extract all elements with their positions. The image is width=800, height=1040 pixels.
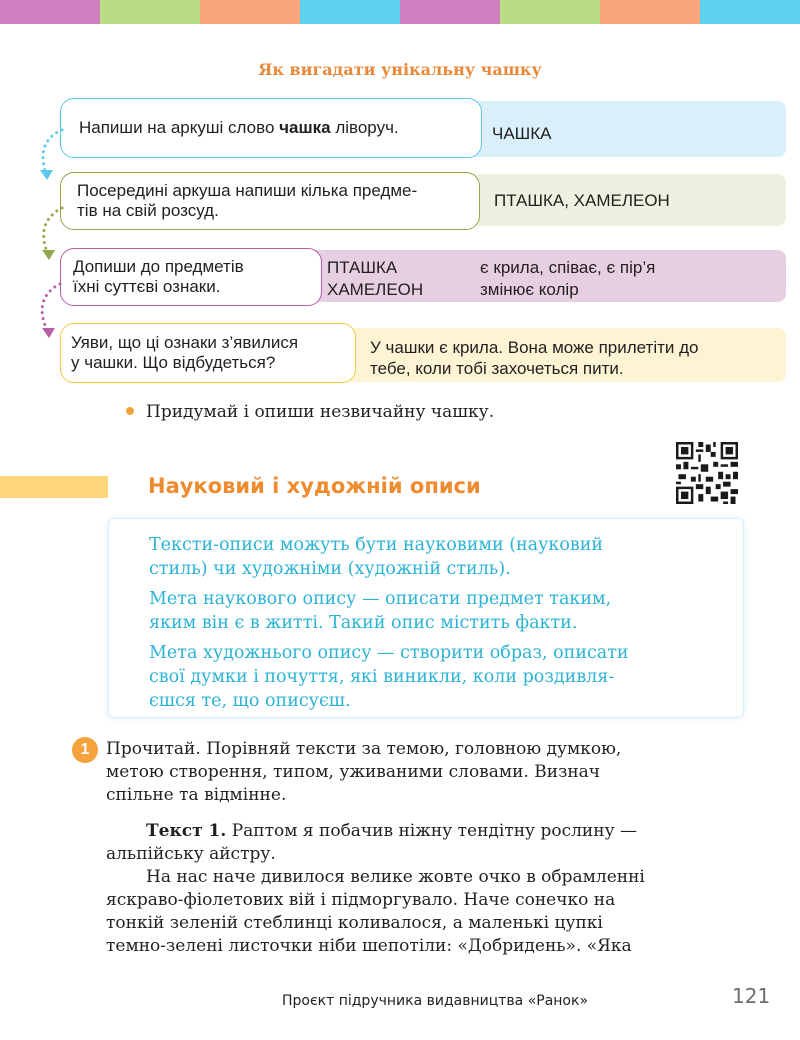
text-line: Раптом я побачив ніжну тендітну рослину — [226, 821, 637, 841]
flow-arrow-icon [36, 282, 72, 342]
rule-line: Мета художнього опису — створити образ, описати [149, 643, 629, 663]
top-bar-segment [700, 0, 800, 24]
top-bar-segment [500, 0, 600, 24]
step-1-question-text-end: ліворуч. [330, 118, 399, 137]
step-4-answer-line: тебе, коли тобі захочеться пити. [370, 359, 624, 378]
step-1-question-text: Напиши на аркуші слово [79, 118, 280, 137]
step-2-question [60, 172, 480, 230]
page-number: 121 [732, 984, 771, 1008]
rule-paragraph [149, 587, 713, 635]
step-4-question [60, 323, 356, 383]
step-3-item: ХАМЕЛЕОН [327, 280, 424, 299]
task-line: метою створення, типом, уживаними словами. Визнач [106, 762, 601, 782]
task-line: спільне та відмінне. [106, 785, 287, 805]
step-2-answer: ПТАШКА, ХАМЕЛЕОН [494, 191, 670, 210]
step-3-traits: є крила, співає, є пір’я [480, 258, 656, 277]
text-1-paragraph-2 [106, 866, 720, 958]
rule-line: Мета наукового опису — описати предмет таким, [149, 589, 612, 609]
text-line: яскраво-фіолетових вій і підморгувало. Наче сонечко на [106, 890, 616, 910]
step-4-question-line: у чашки. Що відбудеться? [71, 353, 276, 372]
top-bar-segment [400, 0, 500, 24]
step-3-traits: змінює колір [480, 280, 579, 299]
rule-paragraph [149, 641, 713, 713]
text-line: темно-зелені листочки ніби шепотіли: «Добридень». «Яка [106, 936, 632, 956]
step-3-question-line: Допиши до предметів [73, 257, 244, 276]
step-1-keyword: чашка [279, 118, 331, 137]
rule-line: свої думки і почуття, які виникли, коли роздивля- [149, 667, 615, 687]
task-line: Прочитай. Порівняй тексти за темою, головною думкою, [106, 739, 622, 759]
section-title: Як вигадати унікальну чашку [258, 60, 542, 79]
text-line: альпійську айстру. [106, 844, 276, 864]
top-bar-segment [600, 0, 700, 24]
top-bar-segment [0, 0, 100, 24]
top-bar-segment [200, 0, 300, 24]
text-line: На нас наче дивилося велике жовте очко в обрамленні [146, 867, 645, 887]
step-3-item: ПТАШКА [327, 258, 398, 277]
top-bar-segment [100, 0, 200, 24]
rule-line: яким він є в житті. Такий опис містить факти. [149, 613, 578, 633]
section-marker [0, 476, 108, 498]
top-color-bar [0, 0, 800, 24]
rule-line: Тексти-описи можуть бути науковими (науковий [149, 535, 604, 555]
section-heading: Науковий і художній описи [148, 474, 481, 498]
rule-line: єшся те, що описуєш. [149, 691, 351, 711]
step-4-answer-line: У чашки є крила. Вона може прилетіти до [370, 338, 699, 357]
step-1-question [60, 98, 482, 158]
task-1-instruction [106, 738, 720, 807]
bullet-icon [126, 407, 134, 415]
bullet-task [126, 402, 494, 422]
qr-code-icon[interactable] [676, 442, 738, 504]
text-1-label: Текст 1. [146, 821, 227, 841]
flow-arrow-icon [38, 206, 74, 264]
step-3-question-line: їхні суттєві ознаки. [73, 277, 221, 296]
top-bar-segment [300, 0, 400, 24]
step-3-question [60, 248, 322, 306]
rule-line: стиль) чи художніми (художній стиль). [149, 559, 511, 579]
footer-publisher: Проєкт підручника видавництва «Ранок» [281, 993, 589, 1009]
text-line: тонкій зеленій стеблинці коливалося, а маленькі цупкі [106, 913, 603, 933]
bullet-task-text: Придумай і опиши незвичайну чашку. [146, 402, 495, 422]
step-2-question-line: Посередині аркуша напиши кілька предме- [77, 181, 418, 200]
step-2-question-line: тів на свій розсуд. [77, 201, 219, 220]
flow-arrow-icon [36, 128, 72, 184]
rule-box [108, 518, 744, 718]
task-number-badge: 1 [72, 737, 98, 763]
step-4-question-line: Уяви, що ці ознаки з’явилися [71, 333, 299, 352]
rule-paragraph [149, 533, 713, 581]
text-1-paragraph-1 [106, 820, 720, 866]
step-4-answer [370, 337, 699, 379]
step-1-answer: ЧАШКА [492, 124, 552, 143]
